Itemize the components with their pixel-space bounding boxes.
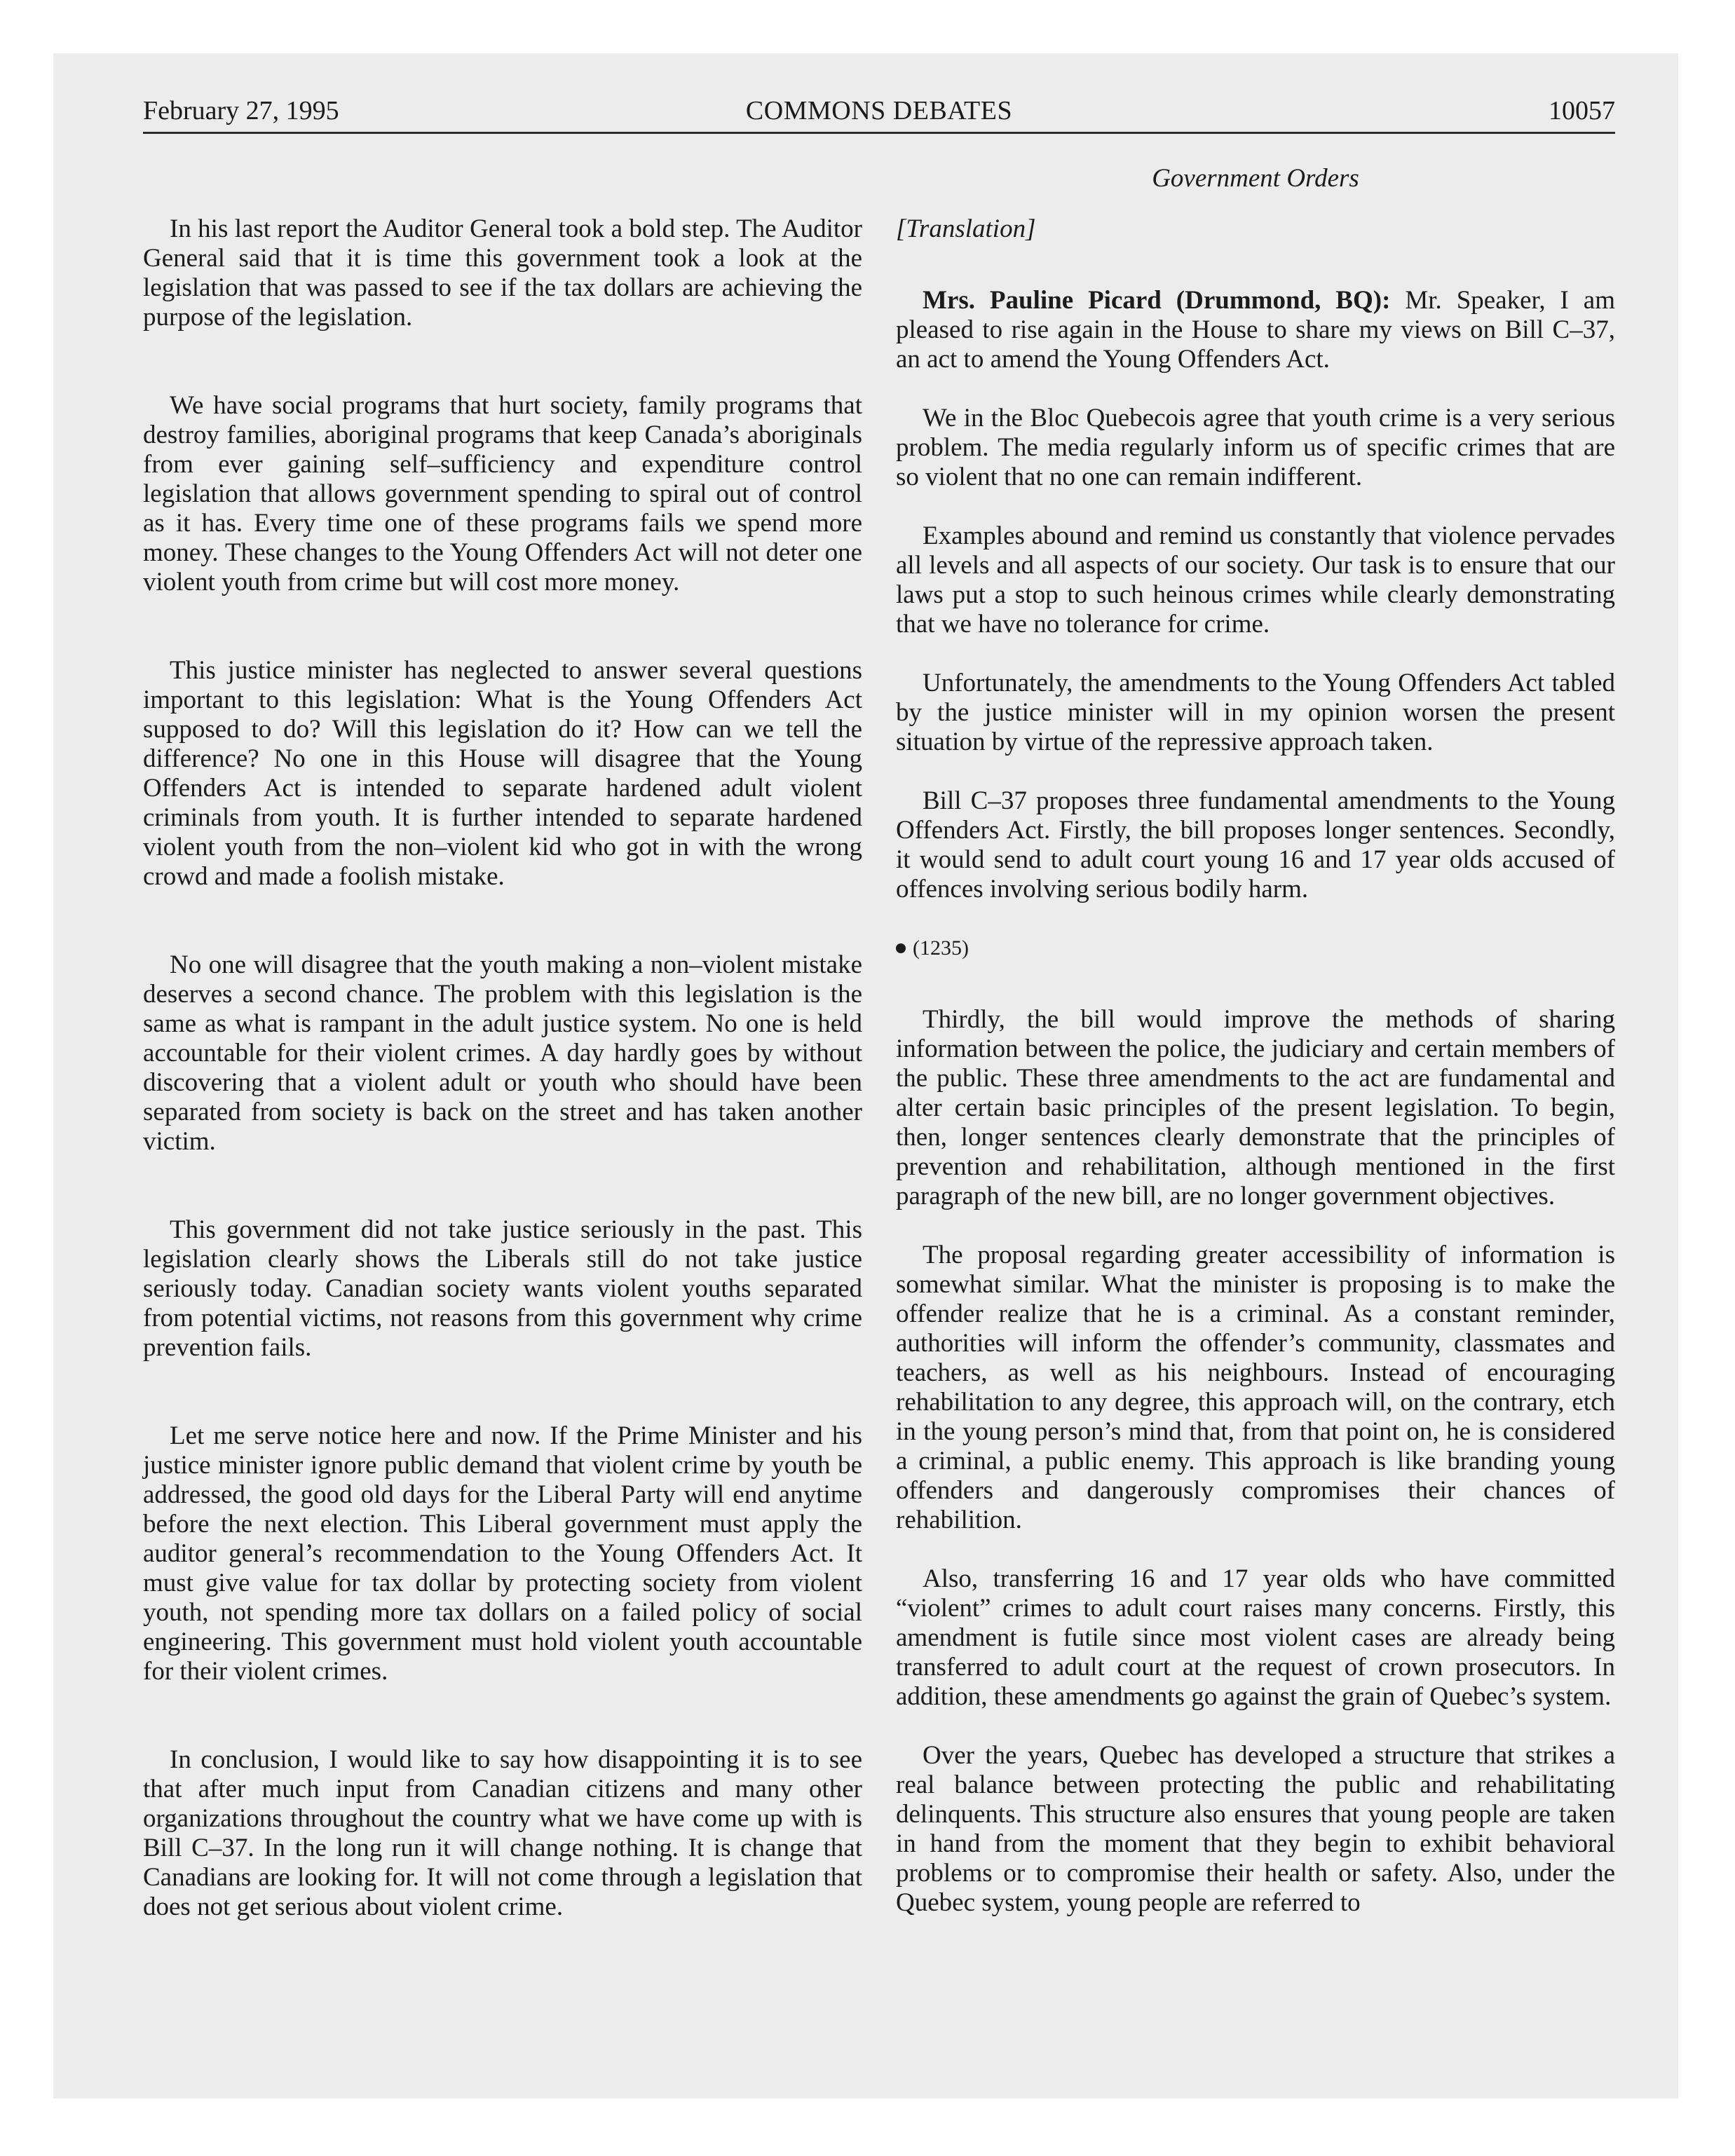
paragraph: Thirdly, the bill would improve the methods of sharing information between the police, the judiciary and certain members of the public. These three amendments to the act are fundamental and alter certain basic principles of the present legislation. To begin, then, longer sentences clearly demonstrate that the principles of prevention and rehabilitation, although mentioned in the first paragraph of the new bill, are no longer government objectives. xyxy=(896,1005,1615,1210)
header-publication: COMMONS DEBATES xyxy=(745,96,1013,125)
paragraph: We in the Bloc Quebecois agree that youth crime is a very serious problem. The media regularly inform us of specific crimes that are so violent that no one can remain indifferent. xyxy=(896,404,1615,491)
right-column xyxy=(896,214,1615,1947)
header-date: February 27, 1995 xyxy=(143,96,339,125)
paragraph: No one will disagree that the youth making a non–violent mistake deserves a second chance. The problem with this legislation is the same as what is rampant in the adult justice system. No one is held accountable for their violent crimes. A day hardly goes by without discovering that a violent adult or youth who should have been separated from society is back on the street and has taken another victim. xyxy=(143,950,862,1156)
time-marker-text: (1235) xyxy=(913,936,969,960)
paragraph: Unfortunately, the amendments to the Young Offenders Act tabled by the justice minister will in my opinion worsen the present situation by virtue of the repressive approach taken. xyxy=(896,669,1615,756)
left-column xyxy=(143,214,862,1981)
speech-opening-text: Mr. Speaker, I am pleased to rise again in the House to share my views on Bill C–37, an act to amend the Young Offenders Act. xyxy=(896,286,1615,374)
paragraph: In conclusion, I would like to say how disappointing it is to see that after much input from Canadian citizens and many other organizations throughout the country what we have come up with is Bill C–37. In the long run it will change nothing. It is change that Canadians are looking for. It will not come through a legislation that does not get serious about violent crime. xyxy=(143,1745,862,1921)
paragraph: This government did not take justice seriously in the past. This legislation clearly shows the Liberals still do not take justice seriously today. Canadian society wants violent youths separated from potential victims, not reasons from this government why crime prevention fails. xyxy=(143,1215,862,1362)
paragraph: We have social programs that hurt society, family programs that destroy families, aboriginal programs that keep Canada’s aboriginals from ever gaining self–sufficiency and expenditure control legislation that allows government spending to spiral out of control as it has. Every time one of these programs fails we spend more money. These changes to the Young Offenders Act will not deter one violent youth from crime but will cost more money. xyxy=(143,391,862,596)
paragraph: In his last report the Auditor General took a bold step. The Auditor General said that it is time this government took a look at the legislation that was passed to see if the tax dollars are achieving the purpose of the legislation. xyxy=(143,214,862,332)
translation-tag: [Translation] xyxy=(896,214,1036,243)
speech-opening xyxy=(896,286,1615,374)
speaker-name: Mrs. Pauline Picard (Drummond, BQ): xyxy=(923,286,1391,315)
paragraph: Over the years, Quebec has developed a structure that strikes a real balance between protecting the public and rehabilitating delinquents. This structure also ensures that young people are taken in hand from the moment that they begin to exhibit behavioral problems or to compromise their health or safety. Also, under the Quebec system, young people are referred to xyxy=(896,1741,1615,1917)
paragraph: This justice minister has neglected to answer several questions important to this legislation: What is the Young Offenders Act supposed to do? Will this legislation do it? How can we tell the difference? No one in this House will disagree that the Young Offenders Act is intended to separate hardened adult violent criminals from youth. It is further intended to separate hardened violent youth from the non–violent kid who got in with the wrong crowd and made a foolish mistake. xyxy=(143,656,862,891)
paragraph: Also, transferring 16 and 17 year olds who have committed “violent” crimes to adult court raises many concerns. Firstly, this amendment is futile since most violent cases are already being transferred to adult court at the request of crown prosecutors. In addition, these amendments go against the grain of Quebec’s system. xyxy=(896,1564,1615,1711)
paragraph: Let me serve notice here and now. If the Prime Minister and his justice minister ignore public demand that violent crime by youth be addressed, the good old days for the Liberal Party will end anytime before the next election. This Liberal government must apply the auditor general’s recommendation to the Young Offenders Act. It must give value for tax dollar by protecting society from violent youth, not spending more tax dollars on a failed policy of social engineering. This government must hold violent youth accountable for their violent crimes. xyxy=(143,1421,862,1686)
page-header xyxy=(143,91,1615,130)
paragraph: The proposal regarding greater accessibility of information is somewhat similar. What the minister is proposing is to make the offender realize that he is a criminal. As a constant reminder, authorities will inform the offender’s community, classmates and teachers, as well as his neighbours. Instead of encouraging rehabilitation to any degree, this approach will, on the contrary, etch in the young person’s mind that, from that point on, he is considered a criminal, a public enemy. This approach is like branding young offenders and dangerously compromises their chances of rehabilition. xyxy=(896,1241,1615,1534)
paragraph: Examples abound and remind us constantly that violence pervades all levels and all aspects of our society. Our task is to ensure that our laws put a stop to such heinous crimes while clearly demonstrating that we have no tolerance for crime. xyxy=(896,521,1615,639)
paragraph: Bill C–37 proposes three fundamental amendments to the Young Offenders Act. Firstly, the bill proposes longer sentences. Secondly, it would send to adult court young 16 and 17 year olds accused of offences involving serious bodily harm. xyxy=(896,786,1615,903)
header-page-number: 10057 xyxy=(1549,96,1615,125)
bullet-icon xyxy=(896,943,906,953)
section-title: Government Orders xyxy=(1152,164,1359,193)
header-rule xyxy=(143,132,1615,134)
time-marker xyxy=(896,934,1615,963)
